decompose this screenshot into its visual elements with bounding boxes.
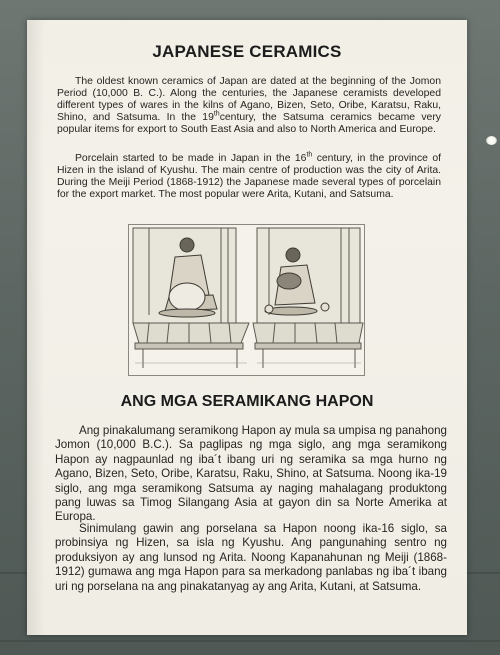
info-panel xyxy=(27,20,467,635)
english-p2-text-a: Porcelain started to be made in Japan in the 16 xyxy=(75,153,307,164)
english-paragraph-1 xyxy=(57,76,441,136)
potters-illustration xyxy=(128,224,365,376)
panel-shading xyxy=(27,20,45,635)
english-p1-text-b: century, the Satsuma ceramics became very popular items for export to South East Asia and also to North America and Europe. xyxy=(57,112,441,135)
english-title: JAPANESE CERAMICS xyxy=(152,42,342,61)
tagalog-paragraph-2: Sinimulang gawin ang porselana sa Hapon noong ika-16 siglo, sa probinsiya ng Hizen, sa isla ng Kyushu. Ang pangunahing sentro ng produksiyon ay ang lunsod ng Arita. Noong Kapanahunan ng Meiji (1868-1912) gumawa ang mga Hapon para sa merkadong panlabas ng iba´t ibang uri ng porselana na ang pinakatanyag ay ang Arita, Kutani, at Satsuma. xyxy=(55,522,447,593)
wall-seam-lower xyxy=(0,640,500,642)
english-paragraph-2 xyxy=(57,153,441,201)
tagalog-title: ANG MGA SERAMIKANG HAPON xyxy=(120,393,374,410)
tagalog-paragraph-1: Ang pinakalumang seramikong Hapon ay mula sa umpisa ng panahong Jomon (10,000 B.C.). Sa paglipas ng mga siglo, ang mga seramikong Hapon ay nagpaunlad ng iba´t ibang uri ng seramika sa mga hurno ng Agano, Bizen, Seto, Oribe, Karatsu, Raku, Shino, at Satsuma. Noong ika-19 siglo, ang mga seramikong Satsuma ay naging mahalagang produktong pang luwas sa Timog Silangang Asia at gayon din sa Norte Amerika at Europa. xyxy=(55,424,447,524)
english-p1-superscript: th xyxy=(213,110,220,118)
english-p2-superscript: th xyxy=(306,151,313,159)
english-p1-text-a: The oldest known ceramics of Japan are dated at the beginning of the Jomon Period (10,000 B. C.). Along the centuries, the Japanese ceramists developed different types of wares in the kilns of Agano, Bizen, Seto, Oribe, Karatsu, Raku, Shino, and Satsuma. In the 19 xyxy=(57,76,441,123)
potters-drawing xyxy=(129,225,364,375)
ceiling-light-reflection xyxy=(486,136,497,145)
english-p2-text-b: century, in the province of Hizen in the island of Kyushu. The main centre of production was the city of Arita. During the Meiji Period (1868-1912) the Japanese made several types of porcelain for the export market. The most popular were Arita, Kutani, and Satsuma. xyxy=(57,153,441,200)
